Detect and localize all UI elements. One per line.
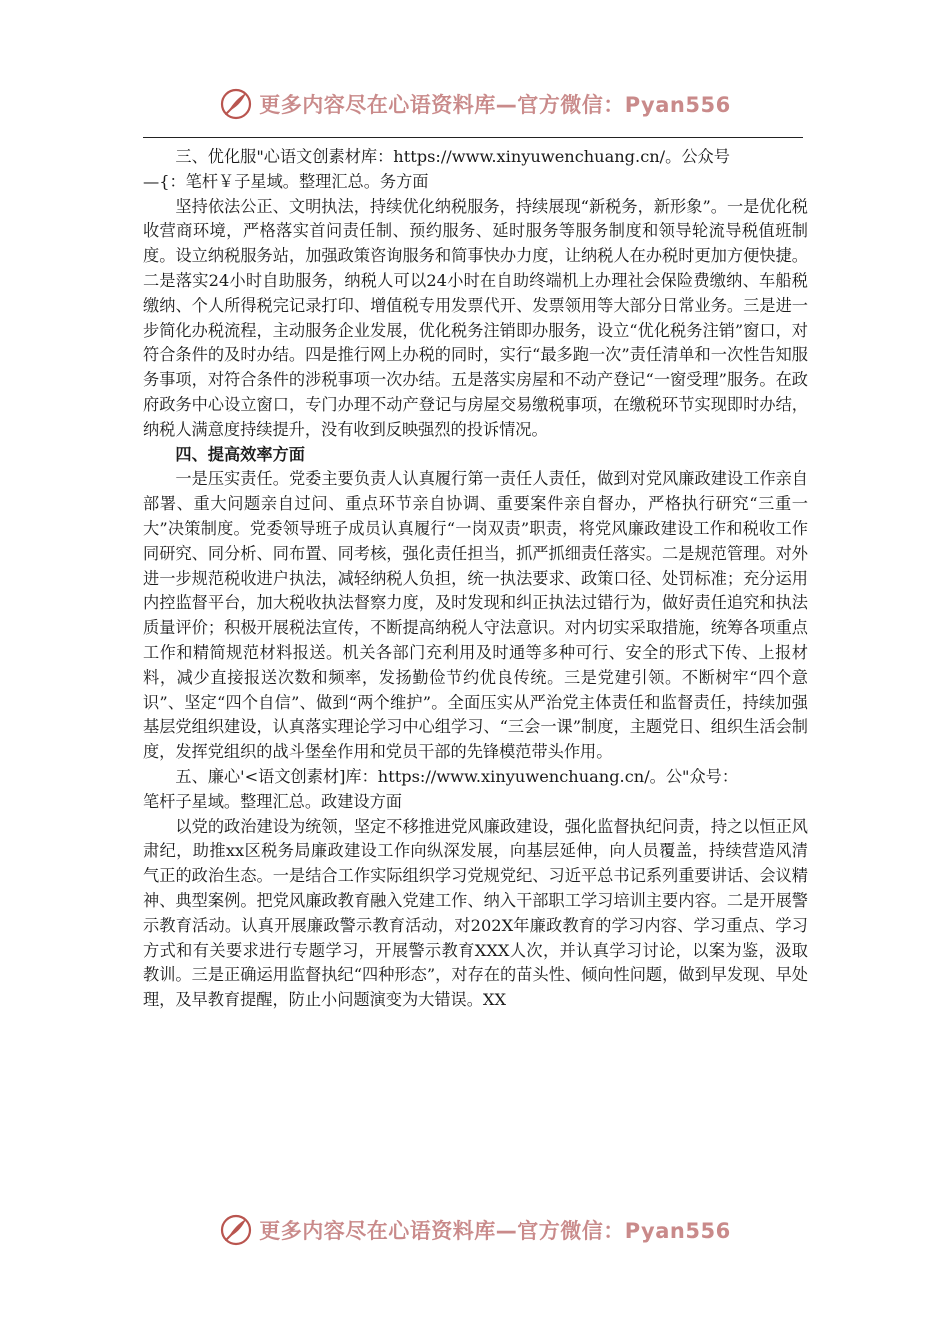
section-3-heading-line2: —{：笔杆￥子星域。整理汇总。务方面	[143, 171, 429, 191]
section-3-paragraph: 坚持依法公正、文明执法，持续优化纳税服务，持续展现“新税务，新形象”。一是优化税收营商环境，严格落实首问责任制、预约服务、延时服务等服务制度和领导轮流导税值班制度。设立纳税服务站，加强政策咨询服务和简事快办力度，让纳税人在办税时更加方便快捷。二是落实24小时自助服务，纳税人可以24小时在自助终端机上办理社会保险费缴纳、车船税缴纳、个人所得税完记录打印、增值税专用发票代开、发票领用等大部分日常业务。三是进一步简化办税流程，主动服务企业发展，优化税务注销即办服务，设立“优化税务注销”窗口，对符合条件的及时办结。四是推行网上办税的同时，实行“最多跑一次”责任清单和一次性告知服务事项，对符合条件的涉税事项一次办结。五是落实房屋和不动产登记“一窗受理”服务。在政府政务中心设立窗口，专门办理不动产登记与房屋交易缴税事项，在缴税环节实现即时办结，纳税人满意度持续提升，没有收到反映强烈的投诉情况。	[143, 196, 808, 439]
feather-pen-logo-icon	[219, 87, 253, 121]
header-divider	[143, 137, 803, 138]
section-4-heading: 四、提高效率方面	[175, 444, 305, 464]
section-3-heading-line1: 三、优化服"心语文创素材库：https://www.xinyuwenchuang.cn/。公众号	[175, 147, 730, 166]
footer-banner	[0, 1210, 950, 1250]
banner-text: 更多内容尽在心语资料库—官方微信：Pyan556	[259, 93, 731, 117]
feather-pen-logo-icon	[219, 1213, 253, 1247]
header-banner	[0, 84, 950, 124]
section-4-paragraph: 一是压实责任。党委主要负责人认真履行第一责任人责任，做到对党风廉政建设工作亲自部署、重大问题亲自过问、重点环节亲自协调、重要案件亲自督办，严格执行研究“三重一大”决策制度。党委领导班子成员认真履行“一岗双责”职责，将党风廉政建设工作和税收工作同研究、同分析、同布置、同考核，强化责任担当，抓严抓细责任落实。二是规范管理。对外进一步规范税收进户执法，减轻纳税人负担，统一执法要求、政策口径、处罚标准；充分运用内控监督平台，加大税收执法督察力度，及时发现和纠正执法过错行为，做好责任追究和执法质量评价；积极开展税法宣传，不断提高纳税人守法意识。对内切实采取措施，统筹各项重点工作和精简规范材料报送。机关各部门充利用及时通等多种可行、安全的形式下传、上报材料，减少直接报送次数和频率，发扬勤俭节约优良传统。三是党建引领。不断树牢“四个意识”、坚定“四个自信”、做到“两个维护”。全面压实从严治党主体责任和监督责任，持续加强基层党组织建设，认真落实理论学习中心组学习、“三会一课”制度，主题党日、组织生活会制度，发挥党组织的战斗堡垒作用和党员干部的先锋模范带头作用。	[143, 469, 808, 762]
section-5-paragraph: 以党的政治建设为统领，坚定不移推进党风廉政建设，强化监督执纪问责，持之以恒正风肃纪，助推xx区税务局廉政建设工作向纵深发展，向基层延伸，向人员覆盖，持续营造风清气正的政治生态。一是结合工作实际组织学习党规党纪、习近平总书记系列重要讲话、会议精神、典型案例。把党风廉政教育融入党建工作、纳入干部职工学习培训主要内容。二是开展警示教育活动。认真开展廉政警示教育活动，对202X年廉政教育的学习内容、学习重点、学习方式和有关要求进行专题学习，开展警示教育XXX人次，并认真学习讨论，以案为鉴，汲取教训。三是正确运用监督执纪“四种形态”，对存在的苗头性、倾向性问题，做到早发现、早处理，及早教育提醒，防止小问题演变为大错误。XX	[143, 816, 808, 1010]
footer-banner-text: 更多内容尽在心语资料库—官方微信：Pyan556	[259, 1219, 731, 1243]
section-5-heading-line1: 五、廉心'<语文创素材]库：https://www.xinyuwenchuang.cn/。公"众号：	[175, 766, 739, 786]
section-5-heading-line2: 笔杆子星域。整理汇总。政建设方面	[143, 791, 402, 811]
document-body	[143, 145, 808, 1013]
